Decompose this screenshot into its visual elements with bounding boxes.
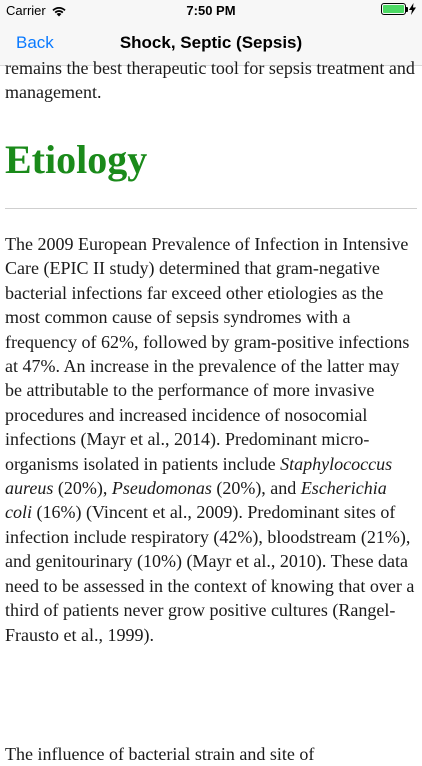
etiology-paragraph (5, 232, 417, 647)
paragraph-text-4: (16%) (Vincent et al., 2009). Predominant sites of infection include respiratory (42%), bloodstream (21%), and genitourinary (10%) (Mayr et al., 2010). These data need to be assessed in the context of knowing that over a third of patients never grow positive cultures (Rangel-Frausto et al., 1999). (5, 502, 415, 645)
next-paragraph: The influence of bacterial strain and site of (5, 744, 315, 764)
article-content[interactable] (0, 58, 422, 764)
intro-paragraph: remains the best therapeutic tool for sepsis treatment and management. (5, 58, 415, 102)
section-heading-etiology: Etiology (5, 137, 148, 182)
paragraph-text-1: The 2009 European Prevalence of Infection in Intensive Care (EPIC II study) determined that gram-negative bacterial infections far exceed other etiologies as the most common cause of sepsis syndromes with a frequency of 62%, followed by gram-positive infections at 47%. An increase in the prevalence of the latter may be attributable to the performance of more invasive procedures and increased incidence of nosocomial infections (Mayr et al., 2014). Predominant micro-organisms isolated in patients include (5, 234, 410, 474)
status-right (381, 3, 416, 15)
paragraph-text-2: (20%), (53, 478, 112, 499)
battery-level (383, 5, 404, 13)
status-time: 7:50 PM (186, 3, 236, 18)
bolt-icon (409, 3, 416, 15)
battery-icon (381, 3, 406, 15)
organism-pseudomonas: Pseudomonas (111, 478, 212, 499)
status-bar (0, 0, 422, 20)
organism-escherichia: Escherichia coli (5, 478, 387, 523)
organism-staphylococcus: Staphylococcus aureus (5, 453, 393, 499)
page-title: Shock, Septic (Sepsis) (119, 33, 303, 52)
back-button[interactable]: Back (16, 20, 54, 66)
paragraph-text-3: (20%), and (211, 478, 301, 499)
section-divider (5, 208, 417, 209)
carrier-label: Carrier (6, 3, 46, 18)
